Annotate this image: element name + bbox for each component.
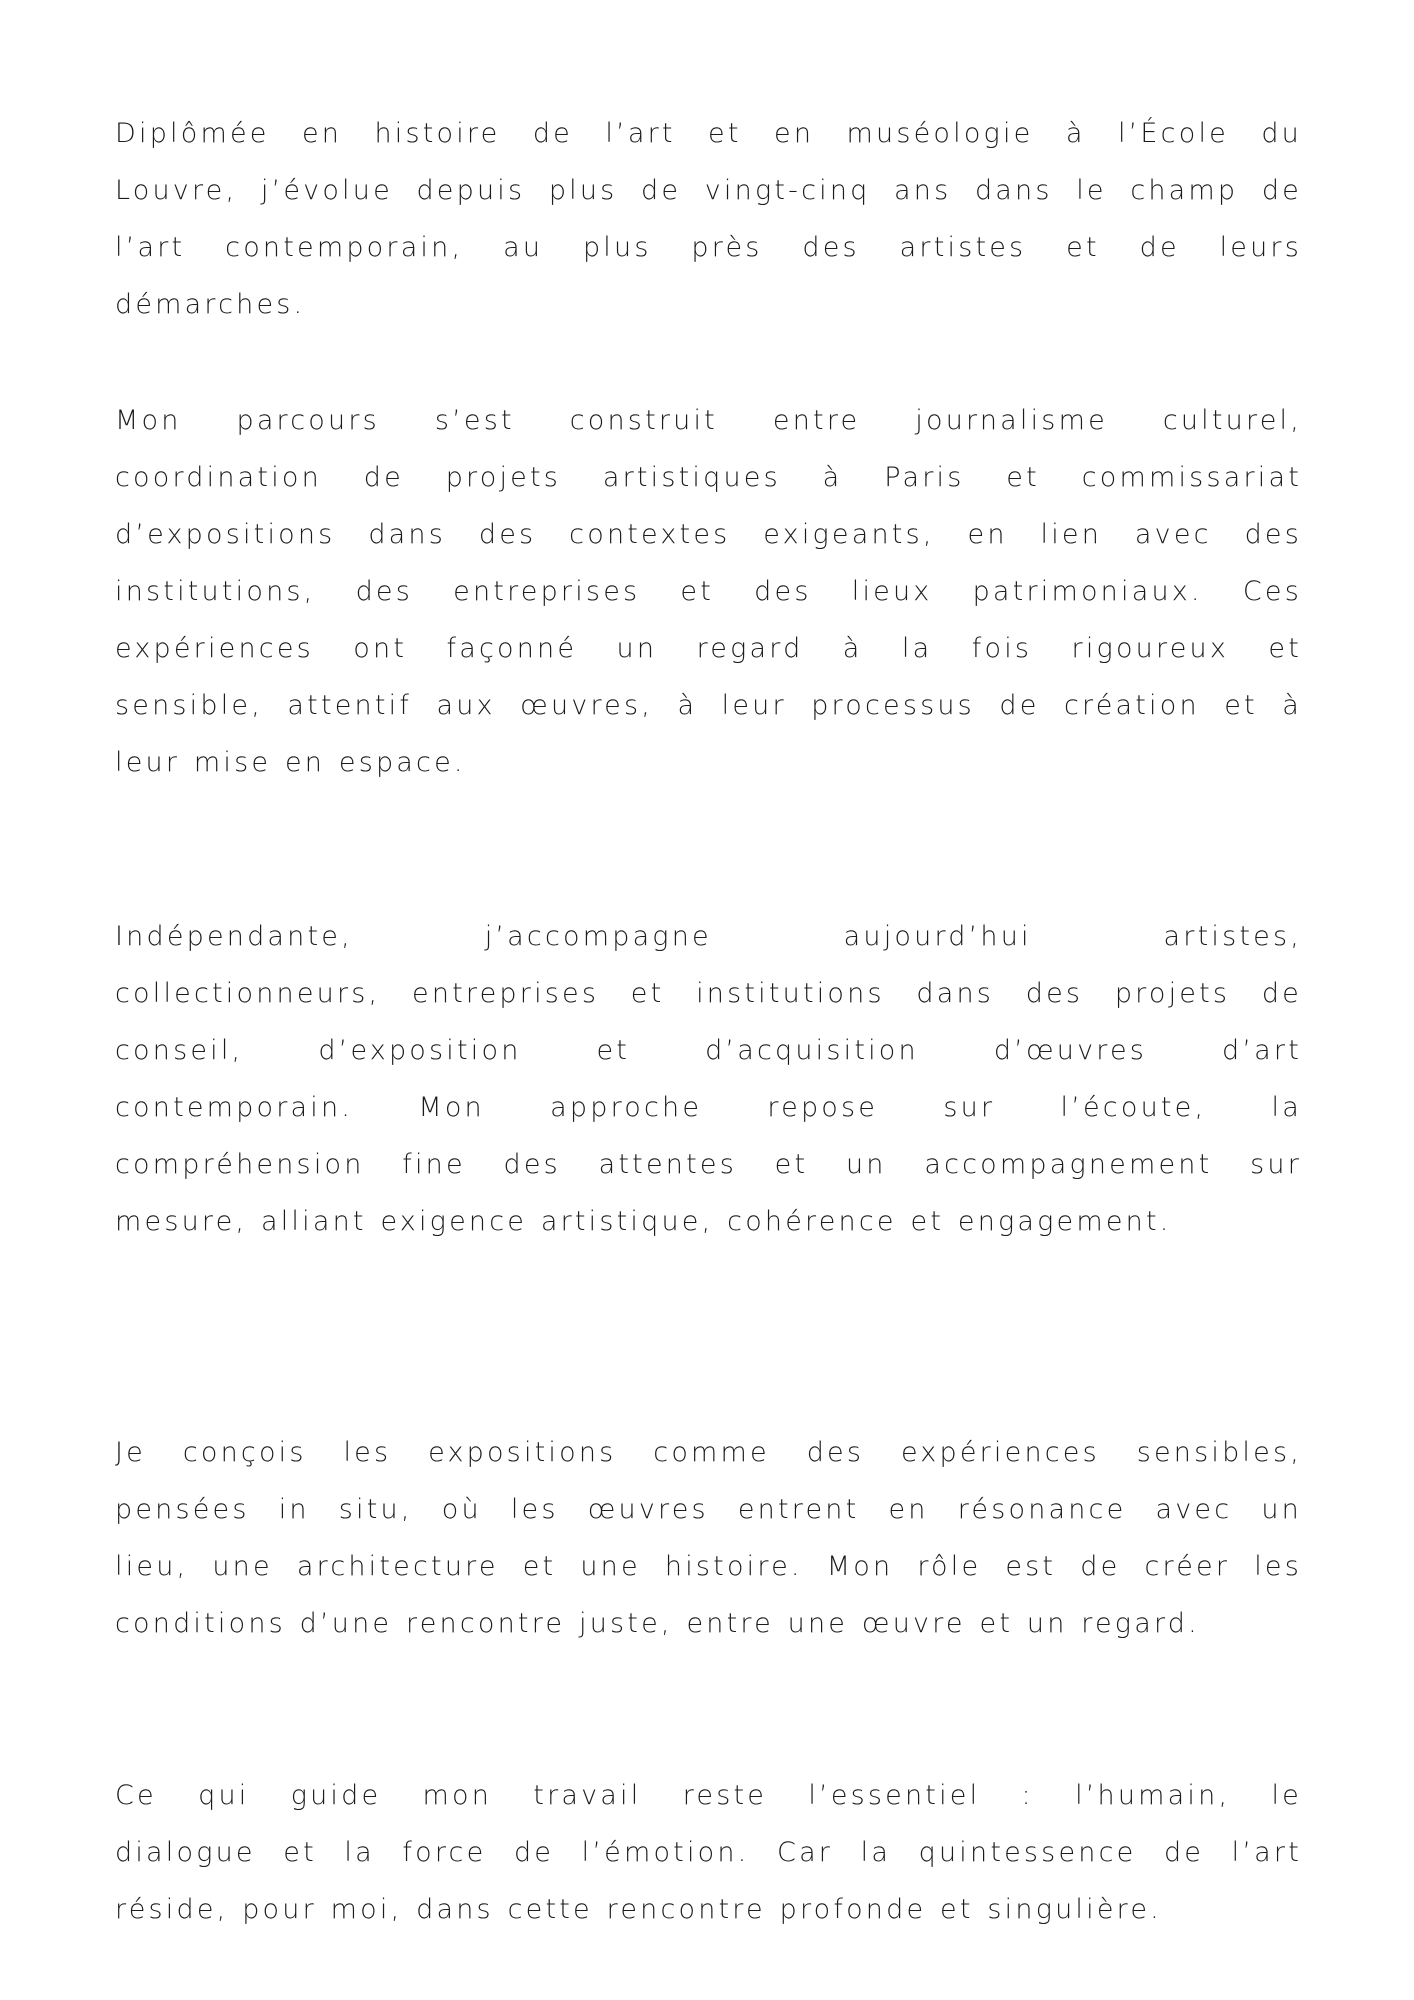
text-line: expériences ont façonné un regard à la fois rigoureux et (115, 633, 1302, 664)
text-line: compréhension fine des attentes et un accompagnement sur (115, 1149, 1302, 1180)
paragraph-exhibition-vision (115, 1424, 1302, 1652)
paragraph-independent-practice (115, 908, 1302, 1250)
text-line: lieu, une architecture et une histoire. Mon rôle est de créer les (115, 1551, 1302, 1582)
text-line: dialogue et la force de l’émotion. Car la quintessence de l’art (115, 1837, 1302, 1868)
text-line: réside, pour moi, dans cette rencontre profonde et singulière. (115, 1894, 1162, 1925)
text-line: leur mise en espace. (115, 747, 466, 778)
paragraph-education (115, 105, 1302, 333)
text-line: Je conçois les expositions comme des expériences sensibles, (115, 1437, 1302, 1468)
text-line: pensées in situ, où les œuvres entrent en résonance avec un (115, 1494, 1302, 1525)
paragraph-career (115, 392, 1302, 791)
text-line: Diplômée en histoire de l’art et en muséologie à l’École du (115, 118, 1302, 149)
text-line: Mon parcours s’est construit entre journalisme culturel, (115, 405, 1302, 436)
text-line: d’expositions dans des contextes exigeants, en lien avec des (115, 519, 1302, 550)
text-line: Louvre, j’évolue depuis plus de vingt-cinq ans dans le champ de (115, 175, 1302, 206)
text-line: conseil, d’exposition et d’acquisition d’œuvres d’art (115, 1035, 1302, 1066)
document-page (115, 105, 1302, 1938)
text-line: sensible, attentif aux œuvres, à leur processus de création et à (115, 690, 1302, 721)
text-line: coordination de projets artistiques à Paris et commissariat (115, 462, 1302, 493)
text-line: mesure, alliant exigence artistique, cohérence et engagement. (115, 1206, 1172, 1237)
text-line: Ce qui guide mon travail reste l’essentiel : l’humain, le (115, 1780, 1302, 1811)
text-line: contemporain. Mon approche repose sur l’écoute, la (115, 1092, 1302, 1123)
text-line: institutions, des entreprises et des lieux patrimoniaux. Ces (115, 576, 1302, 607)
text-line: collectionneurs, entreprises et institutions dans des projets de (115, 978, 1302, 1009)
paragraph-guiding-principle (115, 1767, 1302, 1938)
text-line: Indépendante, j’accompagne aujourd’hui artistes, (115, 921, 1302, 952)
text-line: démarches. (115, 289, 306, 320)
text-line: l’art contemporain, au plus près des artistes et de leurs (115, 232, 1302, 263)
text-line: conditions d’une rencontre juste, entre une œuvre et un regard. (115, 1608, 1200, 1639)
